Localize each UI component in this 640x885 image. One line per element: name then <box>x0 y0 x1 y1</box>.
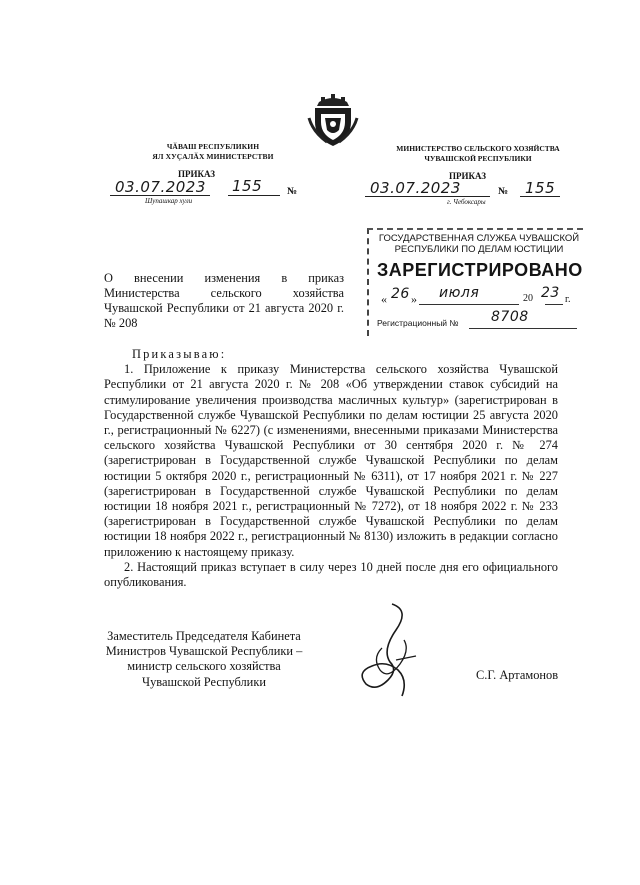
stamp-year-prefix: 20 <box>523 293 533 304</box>
ministry-name-chuvash-line1: ЧӐВАШ РЕСПУБЛИКИН <box>166 142 260 151</box>
order-label-russian: ПРИКАЗ <box>449 171 487 181</box>
order-date-right: 03.07.2023 <box>370 179 461 197</box>
number-sign-left: № <box>287 186 298 197</box>
stamp-org-line1: ГОСУДАРСТВЕННАЯ СЛУЖБА ЧУВАШСКОЙ <box>378 233 580 244</box>
signatory-title-line4: Чувашской Республики <box>142 674 266 689</box>
stamp-year-g: г. <box>565 294 571 305</box>
order-date-left: 03.07.2023 <box>115 178 206 196</box>
order-body <box>104 347 558 590</box>
coat-of-arms-emblem <box>305 92 361 148</box>
stamp-reg-label: Регистрационный № <box>377 318 459 328</box>
stamp-month: июля <box>439 285 480 301</box>
stamp-year-underline <box>545 304 563 305</box>
stamp-month-underline <box>419 304 519 305</box>
stamp-title: ЗАРЕГИСТРИРОВАНО <box>377 260 583 280</box>
number-sign-right: № <box>498 186 509 197</box>
ministry-name-chuvash-line2: ЯЛ ХУҪАЛӐХ МИНИСТЕРСТВИ <box>152 152 274 161</box>
stamp-reg-underline <box>469 328 577 329</box>
stamp-year-suffix: 23 <box>541 285 560 301</box>
handwritten-signature <box>352 600 426 704</box>
stamp-quote-close: » <box>411 292 417 306</box>
order-paragraph-2: 2. Настоящий приказ вступает в силу через 10 дней после дня его официального опубликования. <box>104 559 558 590</box>
order-number-right: 155 <box>525 179 556 197</box>
ministry-name-russian <box>378 144 578 164</box>
signatory-title-line1: Заместитель Председателя Кабинета <box>107 629 301 643</box>
stamp-organization <box>375 233 583 255</box>
signatory-title-line3: министр сельского хозяйства <box>127 659 281 674</box>
order-label-chuvash: ПРИКАЗ <box>178 169 216 179</box>
ministry-name-chuvash <box>118 142 308 162</box>
date-underline-left <box>110 195 210 196</box>
number-underline-left <box>228 195 280 196</box>
stamp-quote-open: « <box>381 292 387 306</box>
stamp-org-line2: РЕСПУБЛИКИ ПО ДЕЛАМ ЮСТИЦИИ <box>394 244 564 255</box>
signatory-title-line2: Министров Чувашской Республики – <box>105 644 303 659</box>
stamp-day: 26 <box>391 286 410 302</box>
number-underline-right <box>520 196 560 197</box>
stamp-reg-number: 8708 <box>491 309 529 325</box>
signatory-name: С.Г. Артамонов <box>476 668 559 682</box>
order-number-left: 155 <box>232 177 263 195</box>
order-heading: Приказываю: <box>132 347 227 361</box>
registration-stamp <box>367 228 583 336</box>
ministry-name-russian-line1: МИНИСТЕРСТВО СЕЛЬСКОГО ХОЗЯЙСТВА <box>396 144 560 153</box>
order-paragraph-1: 1. Приложение к приказу Министерства сельского хозяйства Чувашской Республики от 21 августа 2020 г. № 208 «Об утверждении ставок субсидий на стимулирование увеличения производства масличных культур» (зарегистрирован в Государственной службе Чувашской Республики по делам юстиции 25 августа 2020 г., регистрационный № 6227) (с изменениями, внесенными приказами Министерства сельского хозяйства Чувашской Республики от 30 сентября 2020 г. № 274 (зарегистрирован в Государственной службе Чувашской Республики по делам юстиции 5 октября 2020 г., регистрационный № 6311), от 17 ноября 2021 г. № 227 (зарегистрирован в Государственной службе Чувашской Республики по делам юстиции 18 ноября 2021 г., регистрационный № 7272), от 18 ноября 2022 г. № 233 (зарегистрирован в Государственной службе Чувашской Республики по делам юстиции 18 ноября 2022 г., регистрационный № 8130) изложить в редакции согласно приложению к настоящему приказу. <box>104 362 558 559</box>
date-underline-right <box>365 196 490 197</box>
signatory-title <box>104 629 304 690</box>
document-subject: О внесении изменения в приказ Министерства сельского хозяйства Чувашской Республики от 21 августа 2020 г. № 208 <box>104 271 344 330</box>
city-russian: г. Чебоксары <box>447 198 486 206</box>
ministry-name-russian-line2: ЧУВАШСКОЙ РЕСПУБЛИКИ <box>424 154 532 163</box>
city-chuvash: Шупашкар хули <box>145 197 193 205</box>
